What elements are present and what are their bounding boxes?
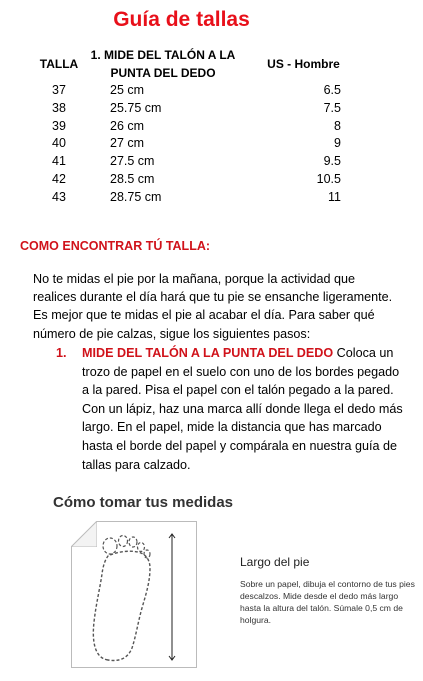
cell-talla: 43 [52, 189, 66, 204]
cell-us: 8 [334, 118, 341, 133]
measure-title: Cómo tomar tus medidas [53, 494, 234, 511]
cell-us: 10.5 [316, 171, 341, 186]
cell-talla: 40 [52, 136, 66, 151]
cell-measure: 25 cm [110, 83, 145, 97]
table-row [28, 171, 341, 189]
page-title: Guía de tallas [113, 8, 250, 31]
step-1 [58, 344, 403, 474]
table-row [28, 118, 341, 136]
col-header-measure: 1. MIDE DEL TALÓN A LA PUNTA DEL DEDO [90, 48, 236, 80]
cell-measure: 28.75 cm [110, 189, 162, 204]
cell-us: 9.5 [323, 154, 341, 169]
foot-length-description: Sobre un papel, dibuja el contorno de tus pies descalzos. Mide desde el dedo más largo hasta la altura del talón. Súmale 0,5 cm de holgura. [240, 579, 415, 625]
col-header-talla: TALLA [39, 57, 79, 71]
table-header-row [28, 46, 341, 82]
cell-talla: 39 [52, 118, 66, 133]
table-row [28, 82, 341, 100]
step-number: 1. [56, 346, 67, 360]
col-header-us: US - Hombre [267, 57, 340, 71]
how-heading: COMO ENCONTRAR TÚ TALLA: [20, 239, 211, 253]
cell-measure: 27 cm [110, 136, 145, 151]
table-row [28, 100, 341, 118]
foot-length-label: Largo del pie [240, 555, 310, 569]
cell-talla: 42 [52, 171, 66, 186]
size-table [28, 46, 341, 207]
table-row [28, 189, 341, 207]
cell-us: 7.5 [323, 100, 341, 115]
table-row [28, 153, 341, 171]
table-row [28, 135, 341, 153]
cell-talla: 41 [52, 154, 66, 169]
paper-fold-icon [71, 521, 97, 547]
cell-measure: 27.5 cm [110, 154, 155, 169]
step-heading: MIDE DEL TALÓN A LA PUNTA DEL DEDO [82, 346, 334, 360]
cell-us: 9 [334, 136, 341, 151]
cell-measure: 28.5 cm [110, 171, 155, 186]
cell-measure: 26 cm [110, 118, 145, 133]
step-text: Coloca un trozo de papel en el suelo con uno de los bordes pegado a la pared. Pisa el papel con el talón pegado a la pared. Con un lápiz, haz una marca allí donde llega el dedo más largo. En el papel, mide la distancia que has marcado hasta el borde del papel y compárala en nuestra guía de tallas para calzado. [82, 346, 403, 472]
intro-paragraph: No te midas el pie por la mañana, porque la actividad que realices durante el día hará que tu pie se ensanche ligeramente. Es mejor que te midas el pie al acabar el día. Para saber qué número de pie calzas, sigue los siguientes pasos: [33, 272, 393, 341]
cell-measure: 25.75 cm [110, 100, 162, 115]
cell-talla: 37 [52, 83, 66, 97]
cell-us: 6.5 [323, 83, 341, 97]
cell-us: 11 [328, 189, 341, 204]
cell-talla: 38 [52, 100, 66, 115]
